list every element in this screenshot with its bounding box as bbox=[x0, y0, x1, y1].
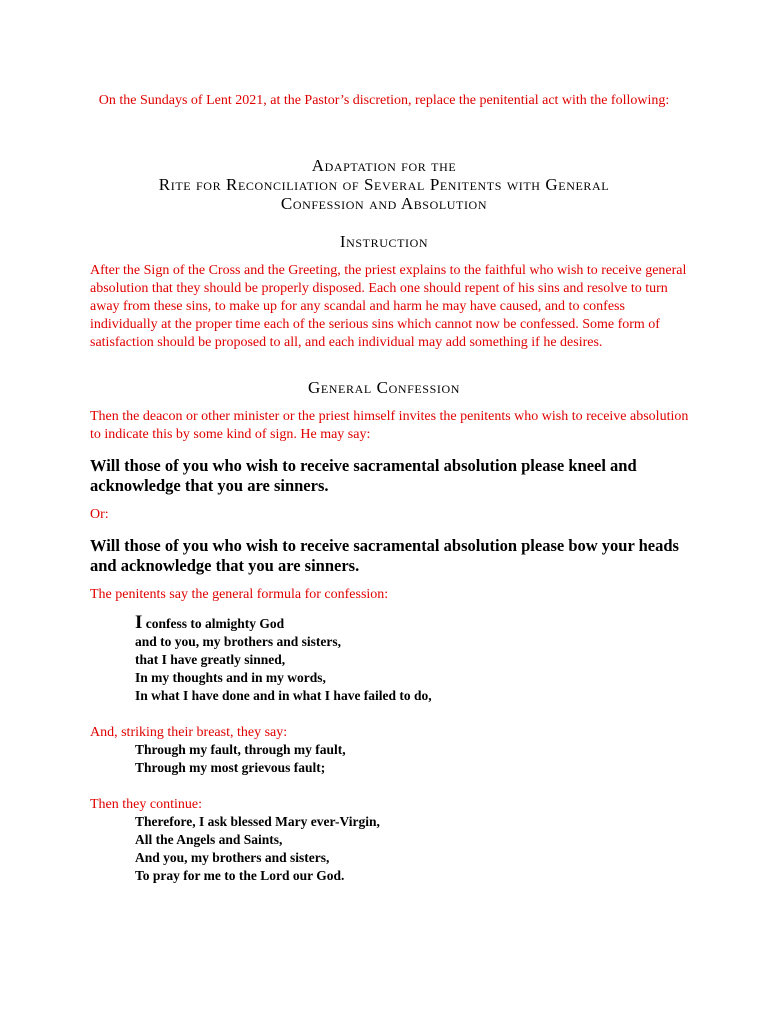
title-line-3: Confession and Absolution bbox=[280, 194, 488, 213]
confiteor-line-4: In my thoughts and in my words, bbox=[135, 670, 326, 685]
rubric-continue: Then they continue: bbox=[90, 797, 202, 812]
rubric-strike-breast: And, striking their breast, they say: bbox=[90, 725, 288, 740]
fault-block bbox=[135, 741, 635, 777]
confiteor-initial: I bbox=[135, 612, 143, 633]
instruction-text: After the Sign of the Cross and the Greeting, the priest explains to the faithful who wish to receive general absolution that they should be properly disposed. Each one should repent of his sins and resolve to turn away from these sins, to make up for any scandal and harm he may have caused, and to confess individually at the proper time each of the serious sins which cannot now be confessed. Some form of satisfaction should be proposed to all, and each individual may add something if he desires. bbox=[90, 263, 687, 350]
invitation-kneel: Will those of you who wish to receive sacramental absolution please kneel and acknowledge that you are sinners. bbox=[90, 456, 637, 495]
title-line-2: Rite for Reconciliation of Several Penitents with General bbox=[158, 175, 610, 194]
intro-note: On the Sundays of Lent 2021, at the Pastor’s discretion, replace the penitential act with the following: bbox=[98, 93, 670, 108]
invitation-bow: Will those of you who wish to receive sacramental absolution please bow your heads and acknowledge that you are sinners. bbox=[90, 536, 679, 575]
fault-line-2: Through my most grievous fault; bbox=[135, 760, 326, 775]
document-title bbox=[60, 156, 708, 213]
continue-line-1: Therefore, I ask blessed Mary ever-Virgin, bbox=[135, 814, 380, 829]
general-confession-heading: General Confession bbox=[307, 378, 460, 397]
fault-line-1: Through my fault, through my fault, bbox=[135, 742, 346, 757]
confiteor-line-3: that I have greatly sinned, bbox=[135, 652, 286, 667]
rubric-invitation: Then the deacon or other minister or the priest himself invites the penitents who wish to receive absolution to indicate this by some kind of sign. He may say: bbox=[90, 409, 689, 442]
continue-line-3: And you, my brothers and sisters, bbox=[135, 850, 330, 865]
confiteor-block bbox=[135, 614, 635, 705]
instruction-heading: Instruction bbox=[339, 232, 429, 251]
title-line-1: Adaptation for the bbox=[311, 156, 457, 175]
rubric-formula: The penitents say the general formula for confession: bbox=[90, 587, 389, 602]
continue-block bbox=[135, 813, 635, 885]
confiteor-line-5: In what I have done and in what I have failed to do, bbox=[135, 688, 432, 703]
or-label: Or: bbox=[90, 507, 109, 522]
continue-line-2: All the Angels and Saints, bbox=[135, 832, 283, 847]
confiteor-line-2: and to you, my brothers and sisters, bbox=[135, 634, 342, 649]
continue-line-4: To pray for me to the Lord our God. bbox=[135, 868, 345, 883]
confiteor-line-1: I confess to almighty God bbox=[135, 612, 285, 633]
